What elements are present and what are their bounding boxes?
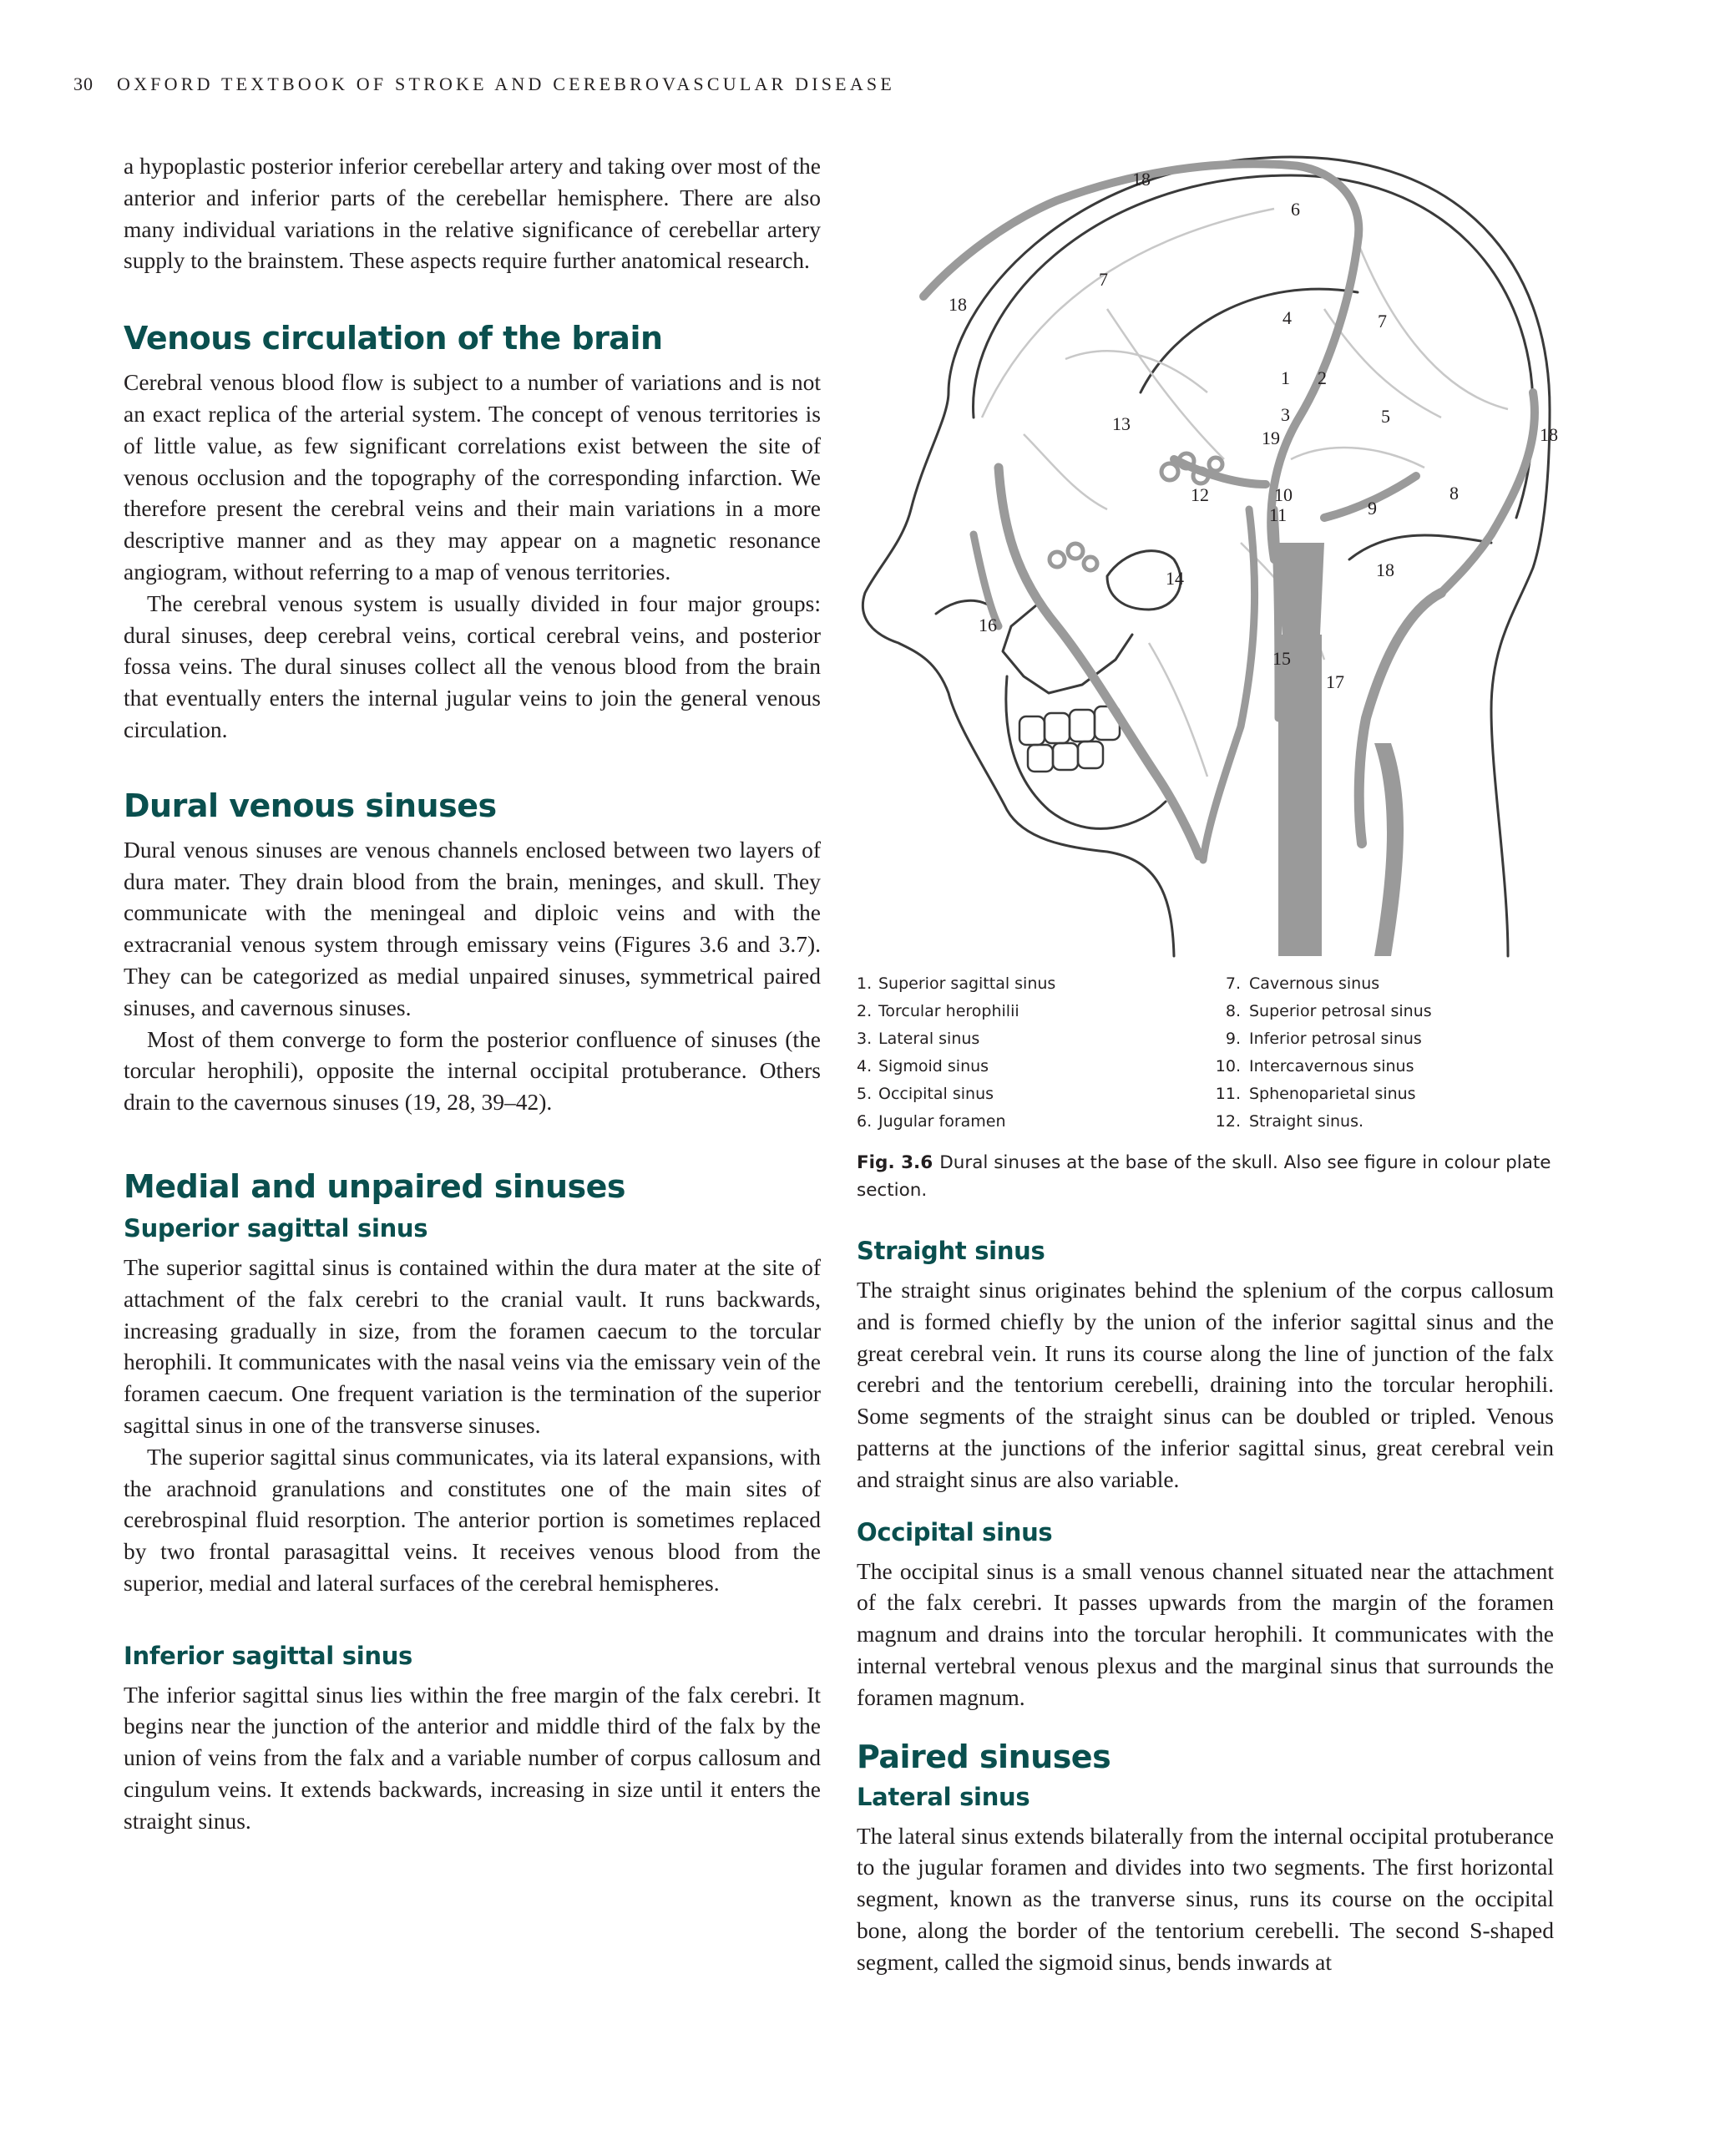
label-1: 1 (1281, 367, 1290, 388)
legend-item: 5. Occipital sinus (857, 1085, 994, 1103)
figure-dural-sinuses (857, 142, 1571, 969)
legend-item: 9. Inferior petrosal sinus (1225, 1030, 1422, 1048)
caption-text: Dural sinuses at the base of the skull. Also see figure in colour plate section. (857, 1152, 1551, 1201)
heading-lateral-sinus: Lateral sinus (857, 1782, 1030, 1811)
legend-item: 4. Sigmoid sinus (857, 1057, 989, 1075)
intro-paragraph: a hypoplastic posterior inferior cerebellar artery and taking over most of the anterior and inferior parts of the cerebellar hemisphere. There are also many individual variations in the relative significance of cerebellar artery supply to the brainstem. These aspects require further anatomical research. (124, 153, 821, 274)
legend-item: 2. Torcular herophilii (857, 1002, 1019, 1020)
legend-item: 3. Lateral sinus (857, 1030, 980, 1048)
legend-item: 12. Straight sinus. (1215, 1112, 1364, 1131)
heading-straight-sinus: Straight sinus (857, 1237, 1045, 1265)
dural-paragraph-2: Most of them converge to form the posterior confluence of sinuses (the torcular herophili), opposite the internal occipital protuberance. Others drain to the cavernous sinuses (19, 28, 39–42). (124, 1025, 821, 1116)
label-18-right: 18 (1540, 424, 1558, 445)
legend-item: 11. Sphenoparietal sinus (1215, 1085, 1416, 1103)
venous-paragraph-2: The cerebral venous system is usually divided in four major groups: dural sinuses, deep cerebral veins, cortical cerebral veins, and posterior fossa veins. The dural sinuses collect all the venous blood from the brain that eventually enters the internal jugular veins to join the general venous circulation. (124, 590, 821, 742)
heading-superior-sagittal-sinus: Superior sagittal sinus (124, 1213, 428, 1242)
label-18-top: 18 (1132, 169, 1151, 190)
legend-item: 1. Superior sagittal sinus (857, 974, 1056, 993)
lateral-paragraph: The lateral sinus extends bilaterally from the internal occipital protuberance to the jugular foramen and divides into two segments. The first horizontal segment, known as the tranverse sinus, runs its course on the occipital bone, along the border of the tentorium cerebelli. The second S-shaped segment, called the sigmoid sinus, bends inwards at (857, 1822, 1554, 1975)
book-title: OXFORD TEXTBOOK OF STROKE AND CEREBROVASCULAR DISEASE (117, 73, 895, 94)
iss-paragraph: The inferior sagittal sinus lies within the free margin of the falx cerebri. It begins near the junction of the anterior and middle third of the falx by the union of veins from the falx and a variable number of corpus callosum and cingulum veins. It extends backwards, increasing in size until it enters the straight sinus. (124, 1681, 821, 1834)
heading-occipital-sinus: Occipital sinus (857, 1517, 1053, 1546)
legend-item: 8. Superior petrosal sinus (1225, 1002, 1432, 1020)
label-17: 17 (1326, 671, 1344, 692)
label-19: 19 (1262, 428, 1280, 448)
figure-label: Fig. 3.6 (857, 1152, 933, 1173)
legend-item: 7. Cavernous sinus (1225, 974, 1380, 993)
heading-venous-circulation: Venous circulation of the brain (124, 320, 663, 357)
label-18-lower: 18 (1376, 559, 1394, 580)
heading-dural-venous-sinuses: Dural venous sinuses (124, 787, 497, 824)
label-8: 8 (1449, 483, 1459, 504)
legend-column-right (1207, 970, 1432, 1136)
right-column (857, 1236, 1554, 1978)
sss-paragraph-1: The superior sagittal sinus is contained within the dura mater at the site of attachment of the falx cerebri to the cranial vault. It runs backwards, increasing gradually in size, from the foramen caecum to the torcular herophili. It communicates with the nasal veins via the emissary vein of the foramen caecum. One frequent variation is the termination of the superior sagittal sinus in one of the transverse sinuses. (124, 1253, 821, 1438)
dural-paragraph-1: Dural venous sinuses are venous channels enclosed between two layers of dura mater. They drain blood from the brain, meninges, and skull. They communicate with the meningeal and diploic veins and with the extracranial venous system through emissary veins (Figures 3.6 and 3.7). They can be categorized as medial unpaired sinuses, symmetrical paired sinuses, and cavernous sinuses. (124, 836, 821, 1020)
label-18-left: 18 (949, 294, 967, 315)
label-6: 6 (1291, 199, 1300, 220)
label-7-left: 7 (1099, 269, 1108, 290)
label-5: 5 (1381, 406, 1390, 427)
legend-column-left (857, 970, 1055, 1136)
label-4: 4 (1282, 307, 1292, 328)
label-3: 3 (1281, 404, 1290, 425)
label-16: 16 (979, 615, 997, 635)
internal-jugular-vein (1278, 635, 1322, 956)
label-9: 9 (1368, 498, 1377, 519)
figure-caption (857, 1149, 1554, 1204)
heading-paired-sinuses: Paired sinuses (857, 1738, 1111, 1775)
occipital-paragraph: The occipital sinus is a small venous channel situated near the attachment of the falx cerebri. It passes upwards from the margin of the foramen magnum and drains into the torcular herophili. It communicates with the internal vertebral venous plexus and the marginal sinus that surrounds the foramen magnum. (857, 1557, 1554, 1710)
page-number: 30 (73, 73, 94, 94)
legend-item: 6. Jugular foramen (857, 1112, 1006, 1131)
label-13: 13 (1112, 413, 1131, 434)
label-15: 15 (1272, 648, 1291, 669)
label-10: 10 (1274, 484, 1293, 505)
sss-paragraph-2: The superior sagittal sinus communicates, via its lateral expansions, with the arachnoid granulations and constitutes one of the main sites of cerebrospinal fluid resorption. The anterior portion is sometimes replaced by two frontal parasagittal veins. It receives venous blood from the superior, medial and lateral surfaces of the cerebral hemispheres. (124, 1443, 821, 1596)
head-illustration (857, 142, 1571, 969)
venous-paragraph-1: Cerebral venous blood flow is subject to a number of variations and is not an exact replica of the arterial system. The concept of venous territories is of little value, as few significant correlations exist between the site of venous occlusion and the topography of the corresponding infarction. We therefore present the cerebral veins and their main variations in a more descriptive manner and as they may appear on a magnetic resonance angiogram, without referring to a map of venous territories. (124, 369, 821, 585)
heading-medial-unpaired-sinuses: Medial and unpaired sinuses (124, 1167, 626, 1205)
straight-paragraph: The straight sinus originates behind the splenium of the corpus callosum and is formed chiefly by the union of the inferior sagittal sinus and the great cerebral vein. It runs its course along the line of junction of the falx cerebri and the tentorium cerebelli, draining into the torcular herophili. Some segments of the straight sinus can be doubled or tripled. Venous patterns at the junctions of the inferior sagittal sinus, great cerebral vein and straight sinus are also variable. (857, 1277, 1554, 1492)
label-14: 14 (1166, 568, 1184, 589)
left-column (124, 150, 821, 1837)
legend-item: 10. Intercavernous sinus (1215, 1057, 1414, 1075)
label-12: 12 (1191, 484, 1209, 505)
label-11: 11 (1269, 504, 1288, 525)
label-2: 2 (1318, 367, 1327, 388)
label-7-right: 7 (1378, 311, 1387, 331)
running-head (73, 73, 895, 95)
heading-inferior-sagittal-sinus: Inferior sagittal sinus (124, 1641, 412, 1670)
